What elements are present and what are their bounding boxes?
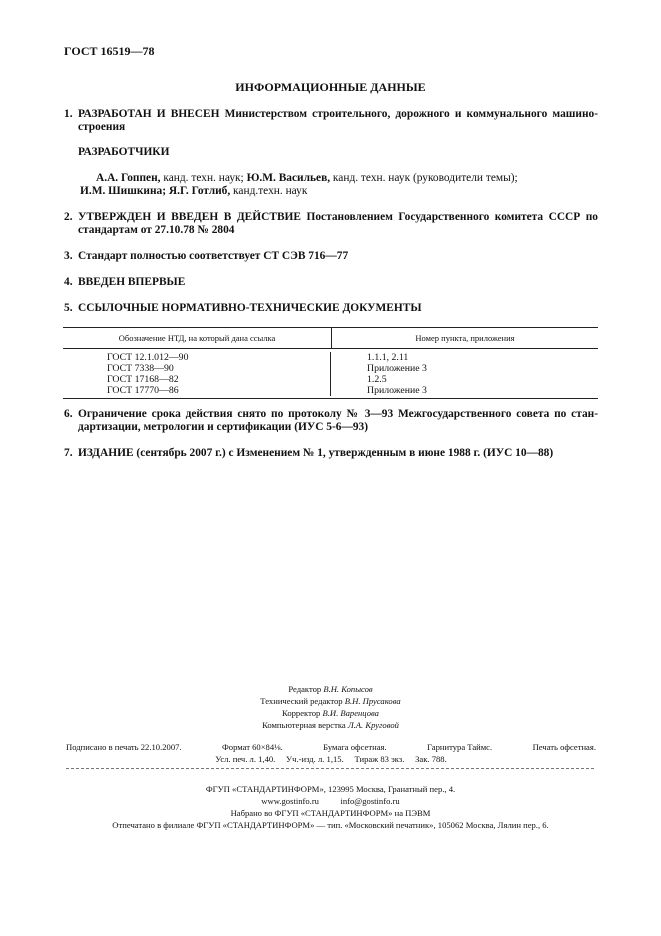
credit-role: Компьютерная верстка (262, 720, 348, 730)
item-text: Ограничение срока действия снято по протоколу № 3—93 Межгосударственного совета по стан-дартизации, метрологии и сертификации (ИУС 5-6—93) (78, 408, 598, 433)
developers-heading: РАЗРАБОТЧИКИ (78, 146, 170, 158)
divider (66, 768, 594, 769)
publishing-info (66, 741, 596, 765)
credit-corrector (0, 707, 661, 719)
item-number: 1. (64, 108, 73, 120)
signed-date: Подписано в печать 22.10.2007. (66, 742, 182, 752)
item-6 (64, 408, 598, 436)
developer-name: Ю.М. Васильев, (246, 172, 331, 184)
clause-column (331, 352, 598, 396)
table-cell-document: ГОСТ 7338—90 (107, 363, 174, 374)
item-number: 6. (64, 408, 73, 420)
credit-person: Л.А. Круговой (347, 720, 399, 730)
credit-tech-editor (0, 695, 661, 707)
table-cell-clause: Приложение 3 (367, 385, 427, 396)
developer-degree: канд. техн. наук; (160, 172, 247, 184)
credit-person: В.И. Варенцова (322, 708, 379, 718)
item-number: 5. (64, 302, 73, 314)
publisher-address: ФГУП «СТАНДАРТИНФОРМ», 123995 Москва, Гранатный пер., 4. (205, 784, 456, 794)
print-type: Печать офсетная. (532, 742, 596, 752)
item-4 (64, 276, 598, 290)
typeset-note: Набрано во ФГУП «СТАНДАРТИНФОРМ» на ПЭВМ (230, 808, 431, 818)
credit-editor (0, 683, 661, 695)
print-details: Усл. печ. л. 1,40. Уч.-изд. л. 1,15. Тираж 83 экз. Зак. 788. (215, 754, 447, 764)
item-number: 2. (64, 211, 73, 223)
table-header (63, 328, 598, 349)
table-cell-clause: Приложение 3 (367, 363, 427, 374)
column-header-document: Обозначение НТД, на который дана ссылка (63, 328, 332, 348)
table-cell-document: ГОСТ 17168—82 (107, 374, 179, 385)
format: Формат 60×84⅛. (221, 742, 283, 752)
item-number: 3. (64, 250, 73, 262)
item-3 (64, 250, 598, 264)
item-text: УТВЕРЖДЕН И ВВЕДЕН В ДЕЙСТВИЕ Постановлением Государственного комитета СССР по стандартам от 27.10.78 № 2804 (78, 211, 598, 236)
developer-name: И.М. Шишкина; Я.Г. Готлиб, (80, 185, 231, 197)
paper: Бумага офсетная. (323, 742, 387, 752)
developers-list (96, 172, 598, 185)
developer-degree: канд. техн. наук (руководители темы); (330, 172, 518, 184)
typeface: Гарнитура Таймс. (427, 742, 493, 752)
table-cell-clause: 1.2.5 (367, 374, 387, 385)
item-number: 7. (64, 447, 73, 459)
item-text: Стандарт полностью соответствует СТ СЭВ 716—77 (78, 250, 349, 262)
table-body (63, 349, 598, 398)
item-number: 4. (64, 276, 73, 288)
printed-note: Отпечатано в филиале ФГУП «СТАНДАРТИНФОРМ» — тип. «Московский печатник», 105062 Москва, Лялин пер., 6. (112, 820, 549, 830)
credit-layout (0, 719, 661, 731)
credit-person: В.Н. Копысов (323, 684, 373, 694)
document-code: ГОСТ 16519—78 (64, 44, 155, 58)
item-1 (64, 108, 598, 136)
table-cell-document: ГОСТ 12.1.012—90 (107, 352, 189, 363)
publisher-contacts: www.gostinfo.ru info@gostinfo.ru (261, 796, 400, 806)
editorial-credits (0, 683, 661, 731)
reference-documents-table (63, 327, 598, 399)
credit-person: В.Н. Прусакова (344, 696, 401, 706)
credit-role: Корректор (282, 708, 323, 718)
item-7 (64, 447, 598, 461)
item-5 (64, 302, 598, 316)
table-cell-document: ГОСТ 17770—86 (107, 385, 179, 396)
page-title: ИНФОРМАЦИОННЫЕ ДАННЫЕ (235, 80, 426, 94)
item-text: ССЫЛОЧНЫЕ НОРМАТИВНО-ТЕХНИЧЕСКИЕ ДОКУМЕНТЫ (78, 302, 422, 314)
item-text: РАЗРАБОТАН И ВНЕСЕН Министерством строительного, дорожного и коммунального машино-строения (78, 108, 598, 133)
developer-name: А.А. Гоппен, (96, 172, 161, 184)
table-cell-clause: 1.1.1, 2.11 (367, 352, 409, 363)
column-header-clause: Номер пункта, приложения (415, 333, 515, 343)
credit-role: Технический редактор (260, 696, 345, 706)
item-text: ВВЕДЕН ВПЕРВЫЕ (78, 276, 186, 288)
publisher-footer (0, 783, 661, 831)
credit-role: Редактор (288, 684, 324, 694)
document-column (63, 352, 331, 396)
item-2 (64, 211, 598, 239)
developer-degree: канд.техн. наук (230, 185, 308, 197)
developers-list-line2 (80, 185, 598, 198)
item-text: ИЗДАНИЕ (сентябрь 2007 г.) с Изменением № 1, утвержденным в июне 1988 г. (ИУС 10—88) (78, 447, 554, 459)
